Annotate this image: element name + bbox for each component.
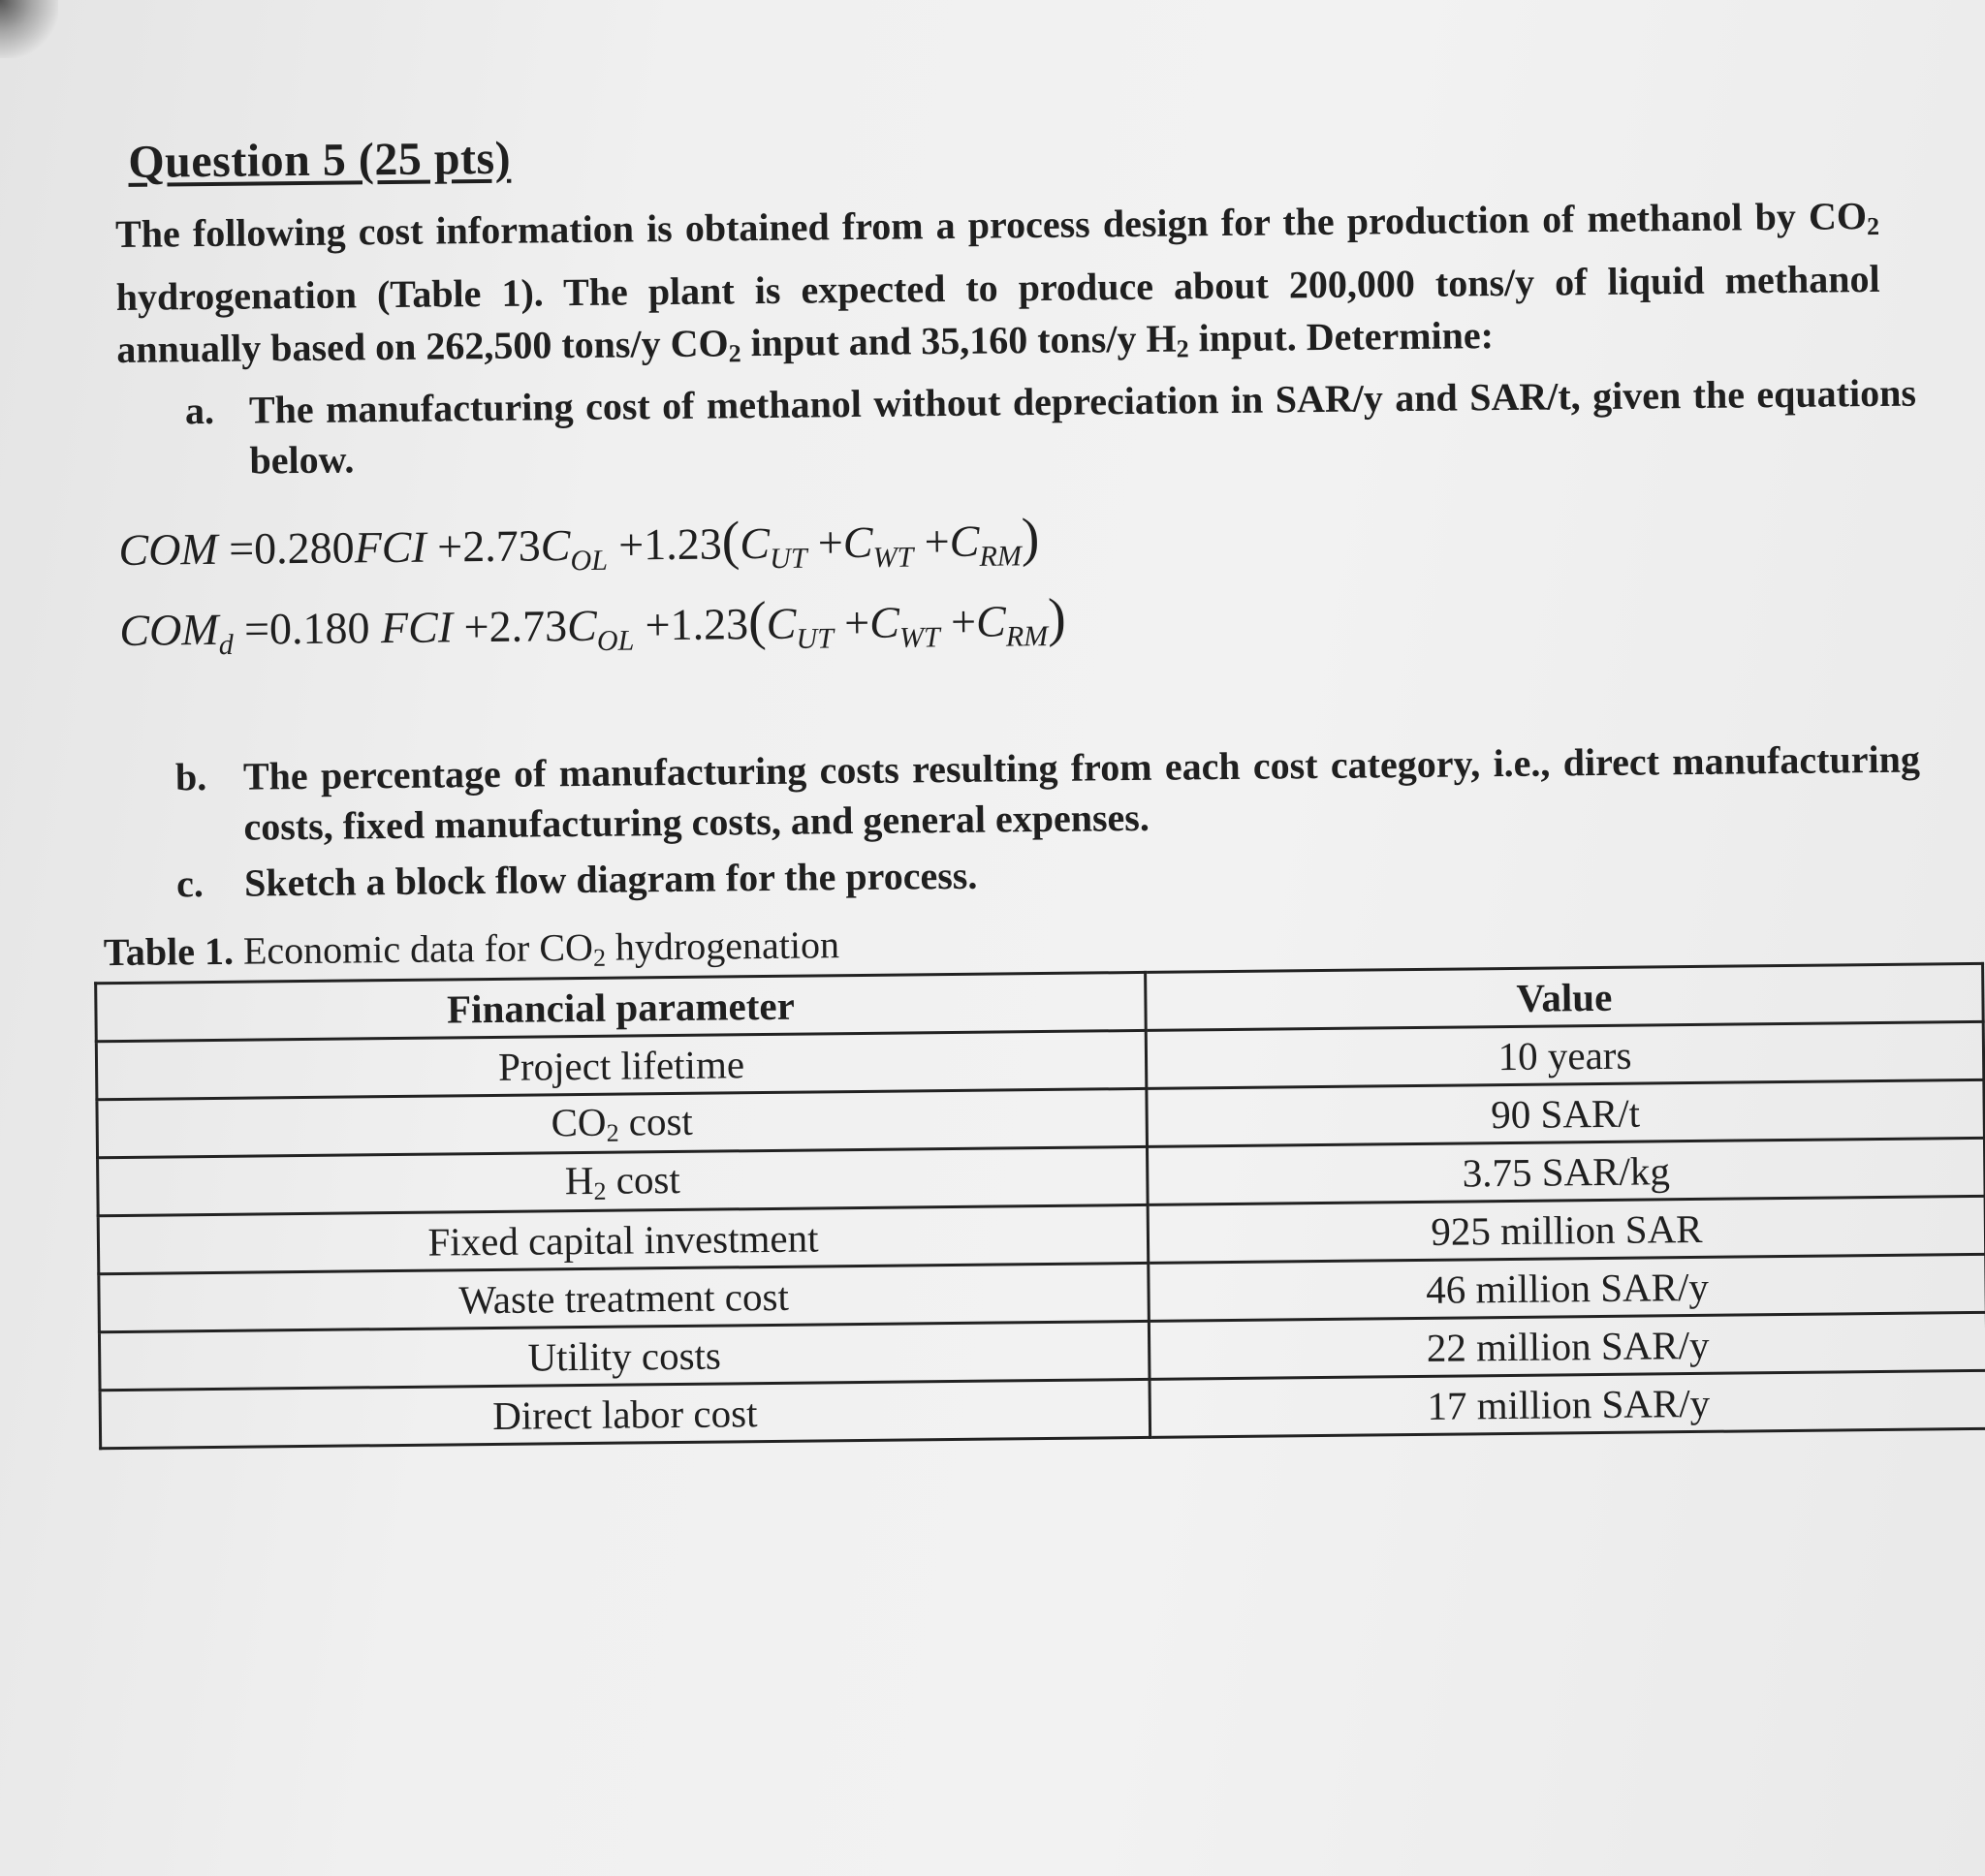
eq2-ol-sub: OL [596,624,635,658]
param-h2-post: cost [606,1157,681,1204]
table-caption-text: Economic data for CO [233,925,594,974]
eq2-rest-coef: +1.23 [645,599,749,650]
table-caption-tail: hydrogenation [605,922,840,970]
eq2-wt-sub: WT [898,621,940,654]
eq1-ol-coef: +2.73 [436,520,541,572]
corner-shadow [0,0,58,58]
value-cell: 46 million SAR/y [1149,1255,1985,1322]
item-c [176,841,1921,910]
intro-text-3: input and 35,160 tons/y H [740,316,1177,365]
intro-sub-1: 2 [1866,211,1880,241]
economic-data-table [94,962,1985,1450]
question-title: Question 5 (25 pts) [128,132,512,188]
eq2-fci-coef: =0.180 [243,603,370,654]
eq2-plus-2: + [950,596,977,647]
eq2-lhs-sub: d [218,629,234,662]
eq1-ol-sub: OL [570,544,609,578]
table-caption-label: Table 1. [103,929,235,975]
item-c-text: Sketch a block flow diagram for the process. [243,854,978,906]
table-caption-sub: 2 [592,944,607,973]
value-cell: 17 million SAR/y [1150,1371,1985,1438]
eq1-rm-sub: RM [979,540,1023,573]
header-value: Value [1146,964,1984,1031]
eq2-rm-sub: RM [1005,620,1049,653]
eq2-c-wt: C [868,597,900,648]
item-a [185,368,1917,487]
eq2-rparen: ) [1047,587,1066,649]
value-cell: 90 SAR/t [1147,1080,1985,1147]
value-cell: 22 million SAR/y [1149,1313,1985,1380]
param-cell: Waste treatment cost [99,1264,1150,1332]
intro-sub-2: 2 [728,339,741,368]
param-cell [98,1147,1149,1216]
eq1-c-ol: C [540,520,571,571]
item-b-text: The percentage of manufacturing costs resulting from each cost category, i.e., direct manufacturing costs, fixed manufacturing costs, and general expenses. [242,736,1921,850]
item-a-text: The manufacturing cost of methanol without depreciation in SAR/y and SAR/t, given the equations below. [248,370,1917,483]
param-cell [97,1089,1148,1158]
value-cell: 10 years [1146,1022,1984,1089]
value-cell: 925 million SAR [1148,1197,1985,1264]
param-co2-pre: CO [551,1100,607,1145]
value-cell: 3.75 SAR/kg [1147,1139,1985,1205]
eq2-ol-coef: +2.73 [463,601,568,652]
intro-text-4: input. Determine: [1188,313,1495,360]
param-co2-post: cost [618,1099,694,1144]
eq1-c-wt: C [842,516,873,568]
eq1-plus-2: + [924,516,950,567]
eq1-fci: FCI [354,521,427,573]
param-cell: Direct labor cost [100,1380,1150,1449]
eq2-lparen: ( [747,591,768,652]
param-co2-sub: 2 [606,1118,619,1148]
eq2-ut-sub: UT [796,622,835,656]
eq2-fci: FCI [380,602,454,653]
eq1-c-ut: C [740,517,771,569]
eq1-rparen: ) [1021,508,1040,569]
param-cell: Project lifetime [96,1031,1147,1100]
eq2-plus-1: + [843,598,870,648]
header-financial-parameter: Financial parameter [96,973,1147,1042]
item-c-marker: c. [175,861,205,906]
eq1-rest-coef: +1.23 [617,518,722,570]
eq2-c-ol: C [566,601,598,651]
intro-text-2: hydrogenation (Table 1). The plant is expected to produce about 200,000 tons/y of liquid methanol annually based on 262,500 tons/y CO [115,256,1880,371]
eq2-c-ut: C [766,598,797,649]
question-content [103,116,1969,1450]
eq2-c-rm: C [975,596,1006,646]
item-b [175,735,1921,854]
intro-text-1: The following cost information is obtained from a process design for the production of methanol by CO [114,194,1868,256]
eq1-lhs: COM [118,523,218,575]
eq1-c-rm: C [949,516,980,566]
eq1-lparen: ( [721,511,740,572]
question-intro [115,190,1881,387]
param-cell: Utility costs [99,1322,1150,1391]
eq1-fci-coef: =0.280 [228,522,355,574]
param-h2-pre: H [564,1158,594,1204]
eq2-lhs: COM [119,605,219,656]
eq1-plus-1: + [817,517,844,568]
eq1-wt-sub: WT [872,541,914,575]
param-cell: Fixed capital investment [98,1205,1149,1274]
item-b-marker: b. [174,755,207,799]
eq1-ut-sub: UT [770,542,807,576]
param-h2-sub: 2 [593,1177,607,1206]
item-a-marker: a. [184,388,215,433]
intro-sub-3: 2 [1176,334,1189,363]
